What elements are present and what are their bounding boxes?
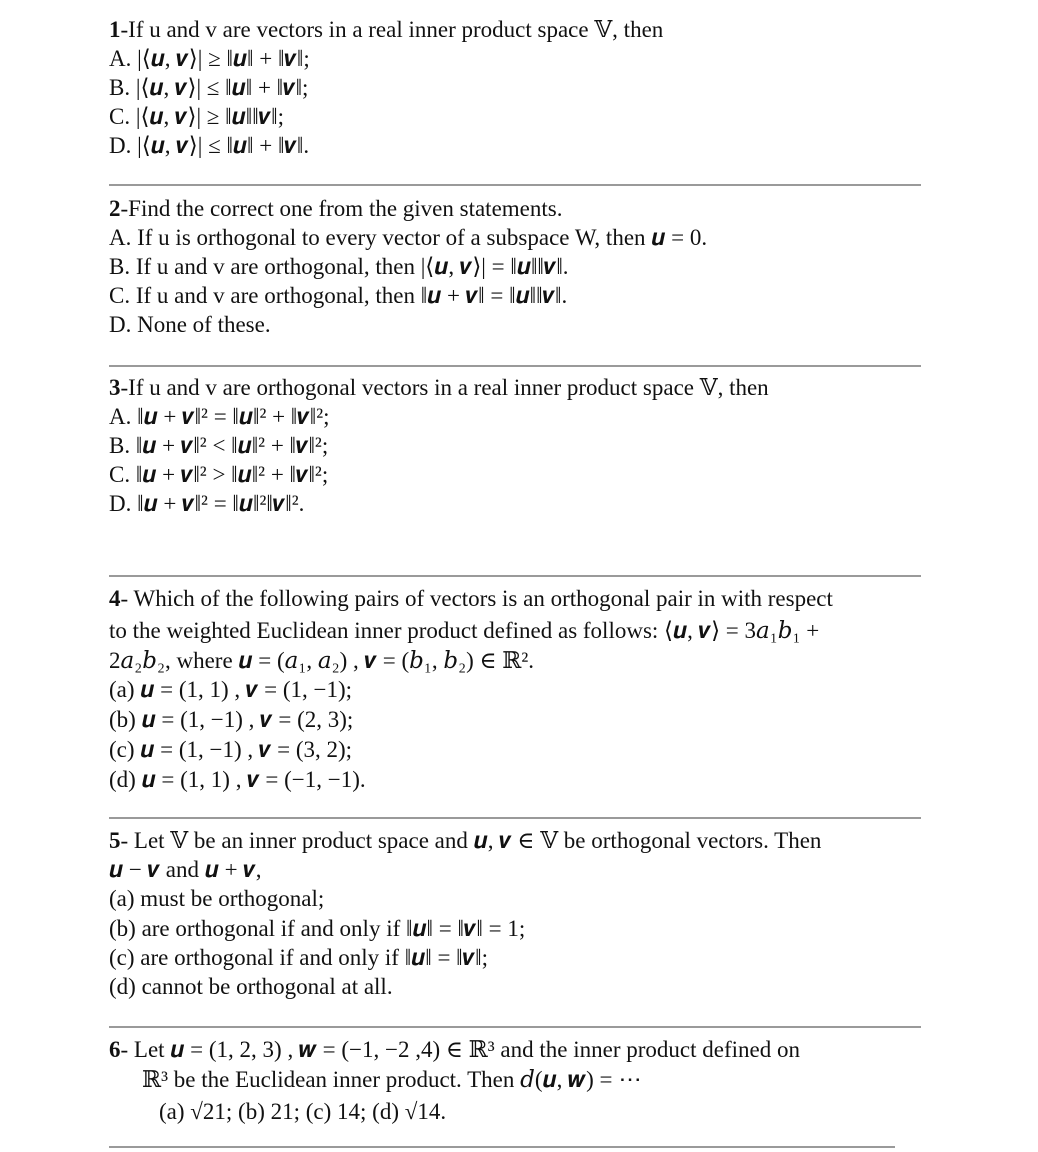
question-2-number: 2	[109, 196, 121, 221]
question-6-number: 6	[109, 1037, 121, 1062]
question-3-option-c: C. ‖𝒖 + 𝒗‖² > ‖𝒖‖² + ‖𝒗‖²;	[109, 462, 329, 487]
question-5-stem-line-2: 𝒖 − 𝒗 and 𝒖 + 𝒗,	[109, 857, 262, 882]
question-1-number: 1	[109, 17, 121, 42]
question-4-option-a: (a) 𝒖 = (1, 1) , 𝒗 = (1, −1);	[109, 677, 353, 702]
divider-2	[109, 365, 921, 367]
question-1-option-a: A. |⟨𝒖, 𝒗⟩| ≥ ‖𝒖‖ + ‖𝒗‖;	[109, 46, 310, 71]
question-5-option-d: (d) cannot be orthogonal at all.	[109, 974, 393, 999]
question-3-option-a: A. ‖𝒖 + 𝒗‖² = ‖𝒖‖² + ‖𝒗‖²;	[109, 404, 330, 429]
question-4-option-c: (c) 𝒖 = (1, −1) , 𝒗 = (3, 2);	[109, 737, 353, 762]
question-4-stem-line-2: to the weighted Euclidean inner product defined as follows: ⟨𝒖, 𝒗⟩ = 3𝑎₁𝑏₁ +	[109, 618, 820, 643]
question-1-option-b: B. |⟨𝒖, 𝒗⟩| ≤ ‖𝒖‖ + ‖𝒗‖;	[109, 75, 309, 100]
question-1-option-c: C. |⟨𝒖, 𝒗⟩| ≥ ‖𝒖‖‖𝒗‖;	[109, 104, 284, 129]
question-2-option-b: B. If u and v are orthogonal, then |⟨𝒖, 𝒗⟩| = ‖𝒖‖‖𝒗‖.	[109, 254, 569, 279]
divider-1	[109, 184, 921, 186]
divider-5	[109, 1026, 921, 1028]
question-2-option-d: D. None of these.	[109, 312, 271, 337]
question-4-option-d: (d) 𝒖 = (1, 1) , 𝒗 = (−1, −1).	[109, 767, 366, 792]
question-4-option-b: (b) 𝒖 = (1, −1) , 𝒗 = (2, 3);	[109, 707, 354, 732]
question-2-option-a: A. If u is orthogonal to every vector of a subspace W, then 𝒖 = 0.	[109, 225, 708, 250]
question-3-stem: 3-If u and v are orthogonal vectors in a real inner product space 𝕍, then	[109, 375, 769, 400]
divider-4	[109, 817, 921, 819]
divider-3	[109, 575, 921, 577]
question-3-number: 3	[109, 375, 121, 400]
question-5-stem-line-1: 5- Let 𝕍 be an inner product space and 𝒖, 𝒗 ∈ 𝕍 be orthogonal vectors. Then	[109, 828, 822, 853]
question-5-option-b: (b) are orthogonal if and only if ‖𝒖‖ = ‖𝒗‖ = 1;	[109, 916, 526, 941]
question-5-option-c: (c) are orthogonal if and only if ‖𝒖‖ = ‖𝒗‖;	[109, 945, 488, 970]
question-2-option-c: C. If u and v are orthogonal, then ‖𝒖 + 𝒗‖ = ‖𝒖‖‖𝒗‖.	[109, 283, 568, 308]
question-3-option-d: D. ‖𝒖 + 𝒗‖² = ‖𝒖‖²‖𝒗‖².	[109, 491, 305, 516]
question-5-number: 5	[109, 828, 121, 853]
question-6-options: (a) √21; (b) 21; (c) 14; (d) √14.	[159, 1099, 447, 1124]
question-3-option-b: B. ‖𝒖 + 𝒗‖² < ‖𝒖‖² + ‖𝒗‖²;	[109, 433, 329, 458]
question-5-option-a: (a) must be orthogonal;	[109, 886, 325, 911]
question-4-stem-line-1: 4- Which of the following pairs of vectors is an orthogonal pair in with respect	[109, 586, 833, 611]
question-6-stem-line-1: 6- Let 𝒖 = (1, 2, 3) , 𝒘 = (−1, −2 ,4) ∈ ℝ³ and the inner product defined on	[109, 1037, 800, 1062]
question-1-stem: 1-If u and v are vectors in a real inner product space 𝕍, then	[109, 17, 664, 42]
question-2-stem: 2-Find the correct one from the given statements.	[109, 196, 563, 221]
question-6-stem-line-2: ℝ³ be the Euclidean inner product. Then 𝑑(𝒖, 𝒘) = ⋯	[142, 1067, 642, 1092]
question-4-number: 4	[109, 586, 121, 611]
question-1-option-d: D. |⟨𝒖, 𝒗⟩| ≤ ‖𝒖‖ + ‖𝒗‖.	[109, 133, 310, 158]
divider-6	[109, 1146, 895, 1148]
question-4-stem-line-3: 2𝑎₂𝑏₂, where 𝒖 = (𝑎₁, 𝑎₂) , 𝒗 = (𝑏₁, 𝑏₂) ∈ ℝ².	[109, 648, 535, 673]
